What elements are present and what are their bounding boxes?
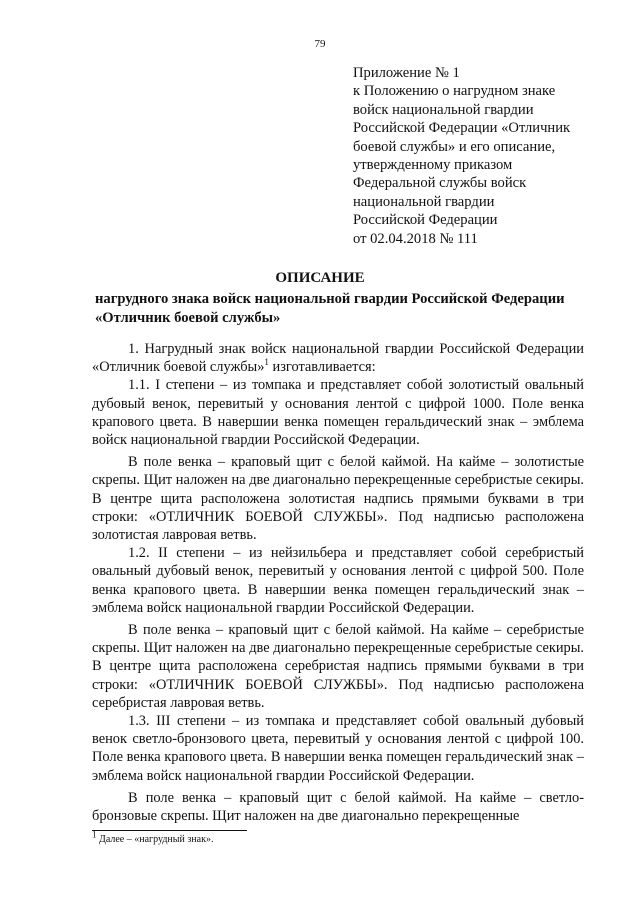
subtitle-line: нагрудного знака войск национальной гвардии Российской Федерации [95,291,565,307]
appendix-line: Приложение № 1 [353,65,460,81]
subtitle-line: «Отличник боевой службы» [95,310,281,326]
appendix-line: к Положению о нагрудном знаке [353,83,556,100]
appendix-line: утвержденному приказом [353,157,513,174]
appendix-line: Российской Федерации «Отличник [353,120,571,137]
footnote-mark: 1 [92,829,97,840]
appendix-line: войск национальной гвардии [353,101,534,118]
appendix-line: Федеральной службы войск [353,175,527,192]
paragraph-intro-text: 1. Нагрудный знак войск национальной гвардии Российской Федерации «Отличник боевой службы» [92,341,584,376]
footnote [92,829,214,845]
paragraph-intro [92,340,584,376]
document-subtitle [95,290,585,328]
appendix-line: Российской Федерации [353,212,498,229]
footnote-text: Далее – «нагрудный знак». [96,834,214,845]
document-heading: ОПИСАНИЕ [275,270,365,286]
appendix-line: от 02.04.2018 № 111 [353,230,478,247]
paragraph-degree-2-field: В поле венка – краповый щит с белой каймой. На кайме – серебристые скрепы. Щит наложен на две диагонально перекрещенные серебристые секиры. В центре щита расположена серебристая надпись прямыми буквами в три строки: «ОТЛИЧНИК БОЕВОЙ СЛУЖБЫ». Под надписью расположена серебристая лавровая ветвь. [92,622,584,711]
paragraph-intro-end: изготавливается: [268,359,376,376]
footnote-reference: 1 [264,357,269,368]
footnote-divider [92,830,247,831]
appendix-line: боевой службы» и его описание, [353,138,556,155]
appendix-block [353,64,613,248]
paragraph-degree-3: 1.3. III степени – из томпака и представляет собой овальный дубовый венок светло-бронзового цвета, перевитый у основания лентой с цифрой 100. Поле венка крапового цвета. В навершии венка помещен геральдический знак – эмблема войск национальной гвардии Российской Федерации. [92,713,584,784]
appendix-line: национальной гвардии [353,193,495,210]
paragraph-degree-1: 1.1. I степени – из томпака и представляет собой золотистый овальный дубовый венок, перевитый у основания лентой с цифрой 1000. Поле венка крапового цвета. В навершии венка помещен геральдический знак – эмблема войск национальной гвардии Российской Федерации. [92,377,584,449]
paragraph-degree-1-field: В поле венка – краповый щит с белой каймой. На кайме – золотистые скрепы. Щит наложен на две диагонально перекрещенные серебристые секиры. В центре щита расположена золотистая надпись прямыми буквами в три строки: «ОТЛИЧНИК БОЕВОЙ СЛУЖБЫ». Под надписью расположена золотистая лавровая ветвь. [92,454,584,544]
paragraph-degree-2: 1.2. II степени – из нейзильбера и представляет собой серебристый овальный дубовый венок, перевитый у основания лентой с цифрой 500. Поле венка крапового цвета. В навершии венка помещен геральдический знак – эмблема войск национальной гвардии Российской Федерации. [92,545,584,616]
page-number: 79 [314,38,326,50]
document-body [92,340,584,825]
paragraph-degree-3-field: В поле венка – краповый щит с белой каймой. На кайме – светло-бронзовые скрепы. Щит наложен на две диагонально перекрещенные [92,789,584,825]
